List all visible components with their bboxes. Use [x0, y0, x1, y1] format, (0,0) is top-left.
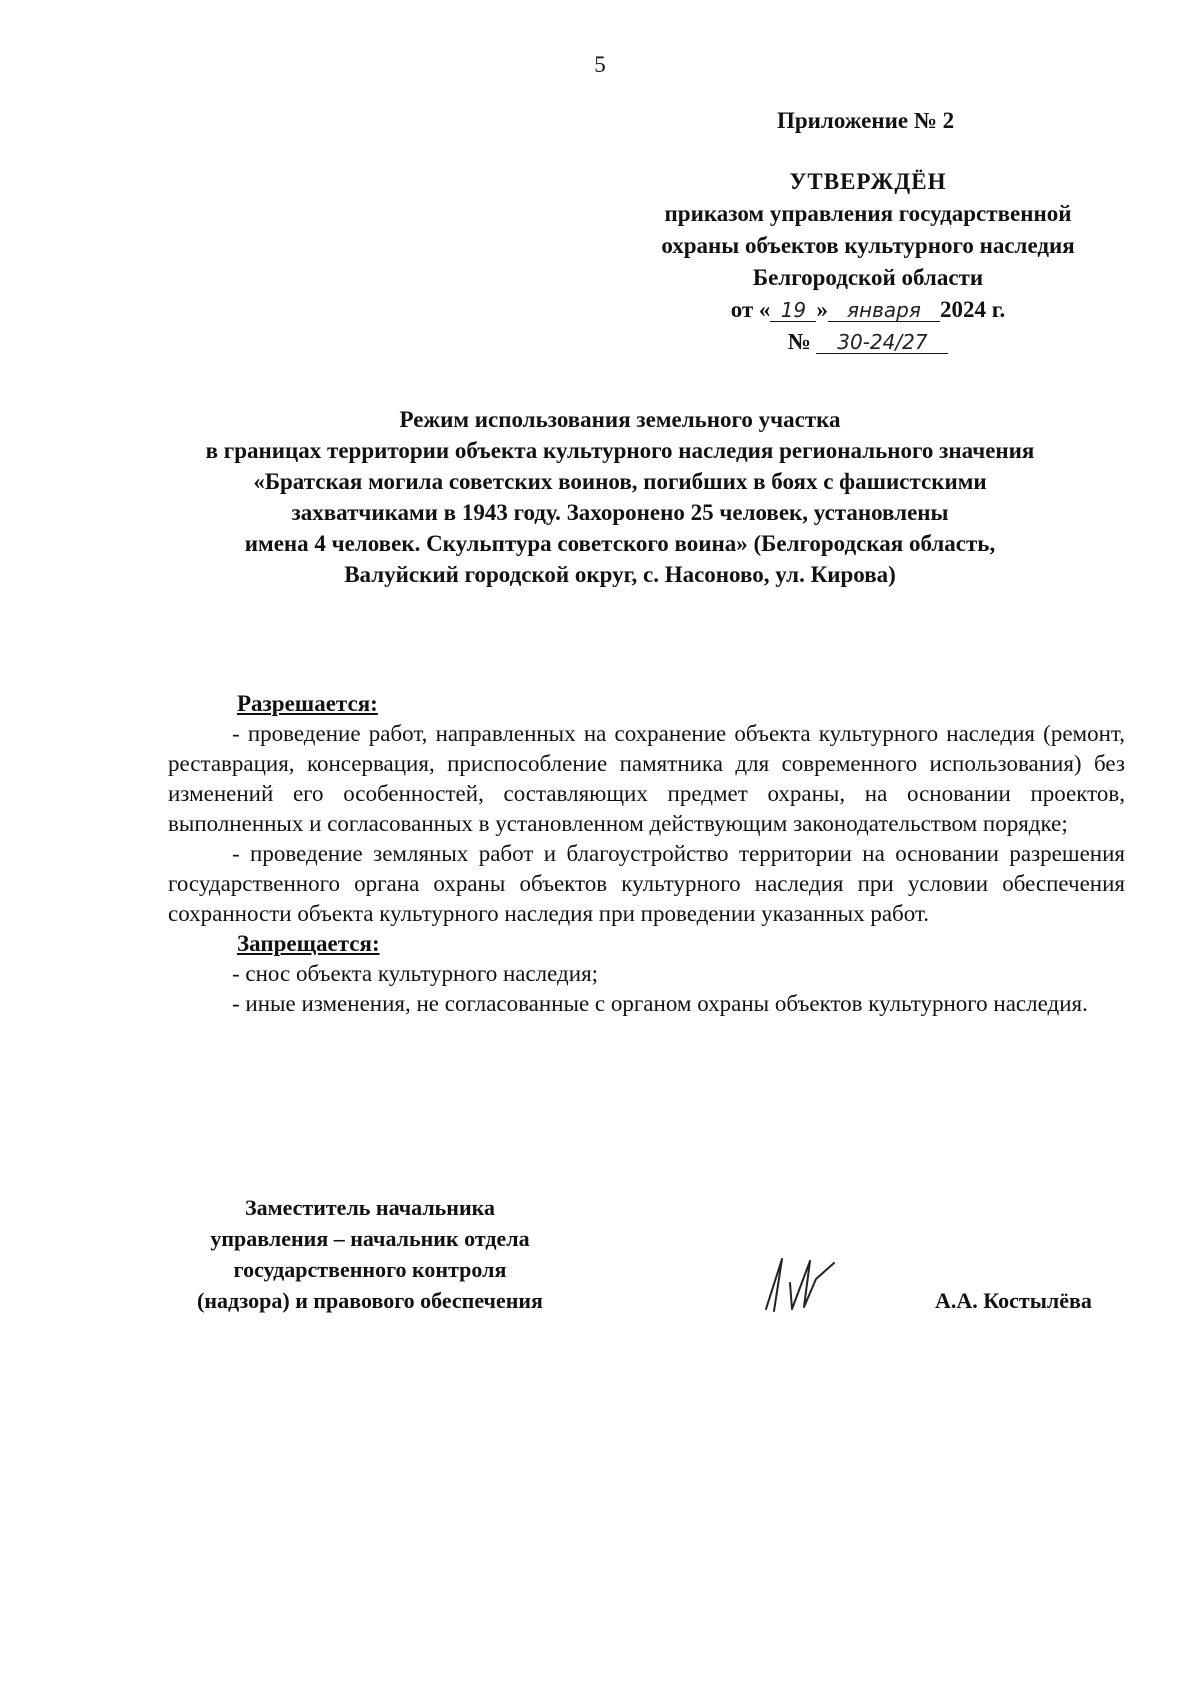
prohibited-heading: Запрещается:	[237, 931, 380, 956]
title-line: имена 4 человек. Скульптура советского воина» (Белгородская область,	[244, 531, 996, 556]
title-line: захватчиками в 1943 году. Захоронено 25 человек, установлены	[291, 500, 949, 525]
approval-number	[628, 326, 1108, 358]
approval-date	[628, 294, 1108, 326]
date-mid: »	[816, 297, 828, 322]
page-number: 5	[594, 52, 606, 77]
approval-line: приказом управления государственной	[664, 201, 1072, 226]
document-title	[150, 404, 1090, 590]
approval-line: Белгородской области	[752, 265, 984, 290]
allowed-item: - проведение работ, направленных на сохранение объекта культурного наследия (ремонт, реставрация, консервация, приспособление памятника для современного использования) без изменений его особенностей, составляющих предмет охраны, на основании проектов, выполненных и согласованных в установленном действующим законодательством порядке;	[168, 721, 1125, 836]
position-line: (надзора) и правового обеспечения	[197, 1288, 543, 1313]
title-line: «Братская могила советских воинов, погибших в боях с фашистскими	[253, 469, 987, 494]
position-line: Заместитель начальника	[245, 1195, 495, 1220]
handwritten-day: 19	[770, 299, 816, 322]
title-line: Валуйский городской округ, с. Насоново, ул. Кирова)	[344, 562, 896, 587]
number-prefix: №	[787, 329, 811, 354]
position-line: государственного контроля	[233, 1257, 507, 1282]
appendix-label: Приложение № 2	[777, 108, 955, 133]
signer-name: А.А. Костылёва	[935, 1288, 1092, 1313]
approval-block	[628, 166, 1108, 358]
prohibited-item: - снос объекта культурного наследия;	[232, 961, 599, 986]
date-prefix: от «	[730, 297, 771, 322]
signatory-position	[150, 1192, 590, 1316]
position-line: управления – начальник отдела	[210, 1226, 530, 1251]
handwritten-month: января	[828, 299, 940, 322]
title-line: в границах территории объекта культурного наследия регионального значения	[205, 438, 1035, 463]
handwritten-number: 30-24/27	[816, 331, 948, 354]
document-body	[168, 689, 1125, 1019]
allowed-heading: Разрешается:	[237, 691, 378, 716]
approval-line: охраны объектов культурного наследия	[661, 233, 1075, 258]
date-year: 2024 г.	[939, 297, 1006, 322]
prohibited-item: - иные изменения, не согласованные с органом охраны объектов культурного наследия.	[232, 991, 1088, 1016]
handwritten-signature	[752, 1253, 852, 1313]
allowed-item: - проведение земляных работ и благоустройство территории на основании разрешения государственного органа охраны объектов культурного наследия при условии обеспечения сохранности объекта культурного наследия при проведении указанных работ.	[168, 841, 1125, 926]
approved-stamp-title: УТВЕРЖДЁН	[789, 169, 947, 194]
title-line: Режим использования земельного участка	[399, 407, 841, 432]
